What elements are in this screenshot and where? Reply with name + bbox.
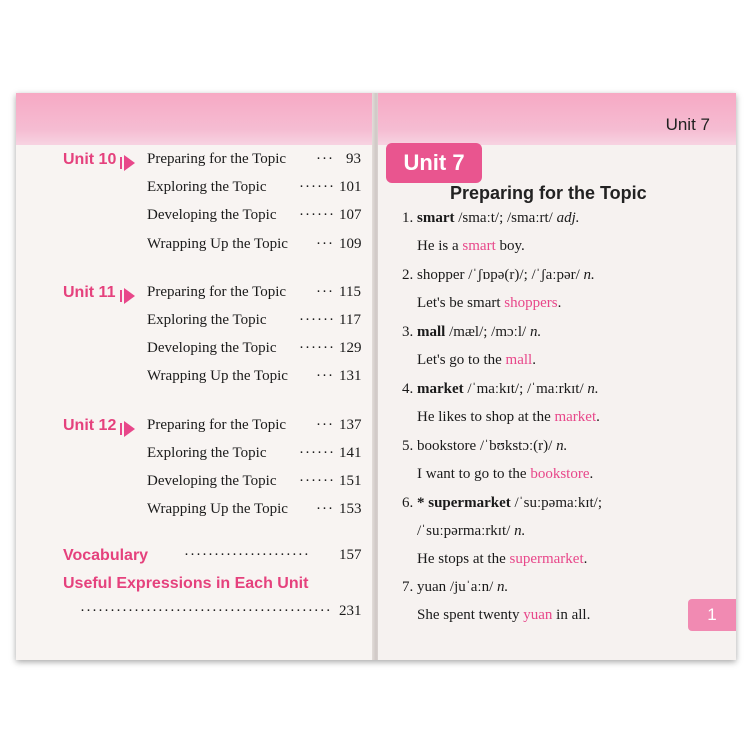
example-sentence — [417, 295, 561, 312]
entry-phonetic: /juˈaːn/ — [449, 579, 494, 595]
useful-expressions-dots: ·········································· — [80, 603, 332, 619]
toc-item-page: 131 — [339, 368, 362, 385]
triangle-arrow-icon — [124, 421, 135, 437]
toc-row[interactable] — [16, 284, 374, 310]
example-sentence — [417, 238, 525, 255]
sentence-text: in all. — [552, 607, 591, 623]
entry-phonetic: /ˈmaːkɪt/; /ˈmaːrkɪt/ — [467, 381, 584, 397]
toc-unit-label: Unit 10 — [63, 151, 117, 168]
toc-row[interactable] — [16, 340, 374, 366]
toc-item-title: Wrapping Up the Topic — [147, 368, 288, 385]
toc-item-page: 107 — [339, 207, 362, 224]
entry-word: shopper — [417, 267, 465, 283]
highlighted-word: market — [554, 409, 597, 425]
sentence-text: He likes to shop at the — [417, 409, 555, 425]
entry-number: 7. — [402, 579, 414, 595]
toc-item-dots: ······ — [299, 207, 335, 224]
example-sentence — [417, 551, 587, 568]
entry-phonetic: /mæl/; /mɔːl/ — [449, 324, 527, 340]
vocabulary-dots: ····················· — [184, 547, 310, 563]
toc-item-dots: ··· — [316, 416, 334, 433]
toc-item-page: 137 — [339, 416, 362, 433]
toc-item-title: Wrapping Up the Topic — [147, 235, 288, 252]
sentence-text: He stops at the — [417, 551, 510, 567]
entry-pos: n. — [514, 523, 526, 539]
sentence-text: I want to go to the — [417, 466, 531, 482]
toc-row[interactable] — [16, 151, 374, 177]
entry-number: 5. — [402, 438, 414, 454]
entry-word: smart — [417, 210, 455, 226]
page-number: 1 — [688, 599, 736, 631]
sentence-text: . — [596, 409, 600, 425]
toc-item-title: Developing the Topic — [147, 340, 277, 357]
toc-item-page: 129 — [339, 340, 362, 357]
toc-item-title: Wrapping Up the Topic — [147, 501, 288, 518]
vocab-entry — [402, 267, 595, 284]
toc-item-title: Preparing for the Topic — [147, 283, 287, 300]
toc-item-page: 151 — [339, 473, 362, 489]
sentence-text: Let's go to the — [417, 352, 506, 368]
useful-expressions-page: 231 — [339, 603, 362, 619]
example-sentence — [417, 409, 600, 426]
entry-number: 3. — [402, 324, 414, 340]
entry-phonetic: /ˈsuːpəmaːkɪt/; — [514, 495, 602, 511]
highlighted-word: yuan — [523, 607, 553, 623]
entry-pos: n. — [556, 438, 568, 454]
example-sentence — [417, 607, 590, 624]
toc-item-page: 153 — [339, 501, 362, 518]
sentence-text: She spent twenty — [417, 607, 524, 623]
toc-item-dots: ······ — [299, 444, 335, 461]
toc-item-dots: ······ — [299, 312, 335, 328]
useful-expressions-label: Useful Expressions in Each Unit — [63, 575, 309, 592]
sentence-text: He is a — [417, 238, 463, 254]
running-header: Unit 7 — [665, 115, 710, 134]
toc-item-dots: ······ — [299, 340, 335, 357]
entry-pos: n. — [529, 324, 542, 340]
toc-unit-label: Unit 12 — [63, 416, 117, 434]
vocabulary-label: Vocabulary — [63, 547, 149, 564]
toc-item-page: 101 — [339, 179, 362, 196]
toc-item-dots: ··· — [316, 501, 334, 518]
entry-number: 6. — [402, 495, 414, 511]
vocabulary-entry[interactable] — [63, 547, 148, 565]
entry-word: mall — [417, 324, 446, 340]
entry-word: * supermarket — [417, 495, 511, 511]
toc-item-dots: ··· — [316, 368, 334, 385]
sentence-text: . — [557, 295, 562, 311]
toc-row[interactable] — [16, 368, 374, 394]
toc-item-dots: ··· — [316, 283, 334, 300]
highlighted-word: shoppers — [504, 295, 558, 311]
book-spread — [16, 93, 736, 660]
highlighted-word: bookstore — [530, 466, 590, 482]
entry-phonetic: /ˈbʊkstɔː(r)/ — [479, 438, 553, 454]
toc-row[interactable] — [16, 473, 374, 499]
sentence-text: boy. — [495, 238, 525, 254]
toc-item-title: Preparing for the Topic — [147, 151, 287, 167]
useful-expressions-entry[interactable] — [63, 575, 308, 593]
toc-item-title: Exploring the Topic — [147, 312, 267, 328]
entry-number: 1. — [402, 210, 414, 226]
contents-page — [16, 93, 374, 660]
unit-badge: Unit 7 — [386, 143, 482, 183]
toc-row[interactable] — [16, 445, 374, 471]
sentence-text: . — [589, 466, 594, 482]
toc-item-page: 109 — [339, 235, 362, 252]
vocab-entry — [402, 381, 599, 398]
toc-row[interactable] — [16, 417, 374, 443]
toc-row[interactable] — [16, 501, 374, 527]
entry-pos: n. — [587, 381, 599, 397]
entry-pos: n. — [497, 579, 509, 595]
entry-word: market — [417, 381, 464, 397]
toc-row[interactable] — [16, 179, 374, 205]
vocabulary-page: 157 — [339, 547, 362, 563]
entry-number: 2. — [402, 267, 414, 283]
highlighted-word: smart — [462, 238, 496, 254]
entry-word: yuan — [417, 579, 447, 595]
triangle-arrow-icon — [124, 288, 135, 304]
toc-item-dots: ··· — [316, 235, 334, 252]
entry-number: 4. — [402, 381, 414, 397]
vocab-entry — [402, 579, 508, 596]
example-sentence — [417, 352, 536, 369]
vocab-entry — [402, 495, 602, 512]
section-title: Preparing for the Topic — [450, 183, 647, 203]
toc-row[interactable] — [16, 312, 374, 338]
sentence-text: Let's be smart — [417, 295, 505, 311]
toc-item-dots: ······ — [299, 473, 335, 489]
entry-phonetic-line — [417, 523, 525, 540]
header-band-left — [16, 93, 374, 145]
entry-pos: n. — [583, 267, 595, 283]
toc-item-dots: ··· — [316, 151, 334, 167]
highlighted-word: supermarket — [509, 551, 584, 567]
toc-item-page: 117 — [339, 312, 361, 328]
toc-unit-label: Unit 11 — [63, 283, 116, 301]
entry-word: bookstore — [417, 438, 477, 454]
vocab-entry — [402, 324, 541, 341]
toc-item-page: 115 — [339, 283, 361, 300]
toc-item-page: 93 — [346, 151, 361, 167]
sentence-text: . — [583, 551, 588, 567]
unit-page — [378, 93, 736, 660]
toc-item-title: Preparing for the Topic — [147, 416, 287, 433]
entry-phonetic: /ˈʃɒpə(r)/; /ˈʃaːpər/ — [468, 267, 580, 283]
toc-item-page: 141 — [339, 444, 362, 461]
toc-item-title: Exploring the Topic — [147, 179, 267, 196]
entry-pos: adj. — [556, 210, 580, 226]
triangle-arrow-icon — [124, 155, 135, 171]
example-sentence — [417, 466, 593, 483]
vocab-entry — [402, 210, 580, 227]
sentence-text: . — [532, 352, 536, 368]
toc-item-title: Developing the Topic — [147, 207, 277, 224]
highlighted-word: mall — [505, 352, 533, 368]
toc-item-title: Exploring the Topic — [147, 444, 267, 461]
entry-phonetic: /smaːt/; /smaːrt/ — [458, 210, 553, 226]
vocab-entry — [402, 438, 567, 455]
toc-row[interactable] — [16, 207, 374, 233]
toc-item-dots: ······ — [299, 179, 335, 196]
toc-row[interactable] — [16, 236, 374, 262]
toc-item-title: Developing the Topic — [147, 473, 277, 489]
entry-phonetic-alt: /ˈsuːpərmaːrkɪt/ — [417, 523, 511, 539]
